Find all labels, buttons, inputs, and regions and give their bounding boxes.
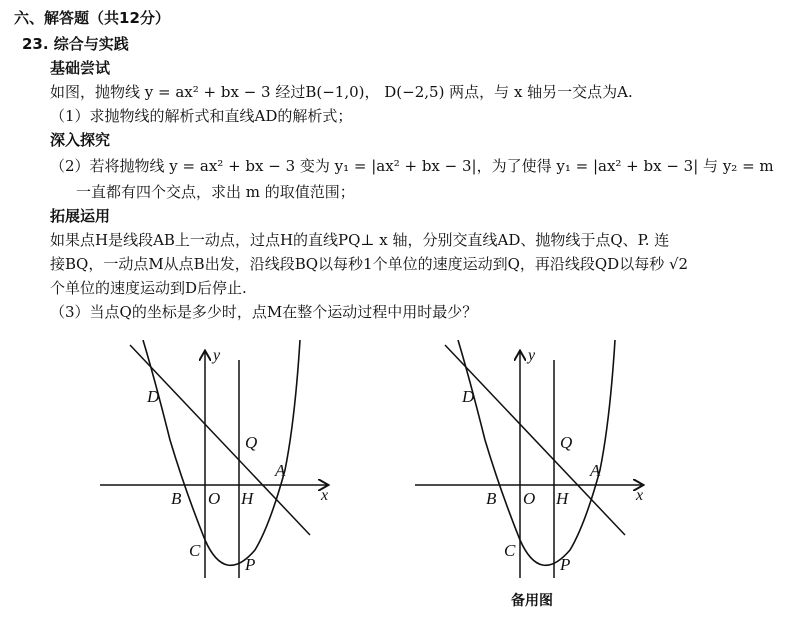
label-a: A xyxy=(590,461,601,480)
part1-intro: 如图，抛物线 y = ax² + bx − 3 经过B(−1,0)， D(−2,5) 两点，与 x 轴另一交点为A. xyxy=(50,83,633,101)
label-c: C xyxy=(189,541,201,560)
label-o: O xyxy=(208,489,221,508)
label-x: x xyxy=(636,487,644,504)
label-q: Q xyxy=(560,433,573,452)
parabola-curve xyxy=(143,340,300,565)
part3-line3: 个单位的速度运动到D后停止. xyxy=(50,279,247,297)
question-3: （3）当点Q的坐标是多少时，点M在整个运动过程中用时最少？ xyxy=(50,303,478,321)
question-1: （1）求抛物线的解析式和直线AD的解析式； xyxy=(50,107,353,125)
figure-main xyxy=(95,340,340,585)
section-heading: 六、解答题（共12分） xyxy=(14,9,170,27)
label-c: C xyxy=(504,541,516,560)
label-h: H xyxy=(241,489,254,508)
part2-heading: 深入探究 xyxy=(50,131,111,149)
label-p: P xyxy=(245,555,256,574)
label-p: P xyxy=(560,555,571,574)
label-h: H xyxy=(556,489,569,508)
question-2-line2: 一直都有四个交点，求出 m 的取值范围； xyxy=(76,183,355,201)
label-x: x xyxy=(321,487,329,504)
label-a: A xyxy=(275,461,286,480)
label-q: Q xyxy=(245,433,258,452)
label-b: B xyxy=(171,489,182,508)
figure-backup xyxy=(410,340,655,585)
part3-heading: 拓展运用 xyxy=(50,207,111,225)
part3-line1: 如果点H是线段AB上一动点，过点H的直线PQ⊥ x 轴，分别交直线AD、抛物线于点Q、P. 连 xyxy=(50,231,670,249)
label-d: D xyxy=(147,387,160,406)
figure-caption: 备用图 xyxy=(511,593,553,609)
problem-title: 23. 综合与实践 xyxy=(22,35,129,53)
parabola-curve xyxy=(458,340,615,565)
part1-heading: 基础尝试 xyxy=(50,59,111,77)
label-b: B xyxy=(486,489,497,508)
label-y: y xyxy=(213,347,221,364)
part3-line2: 接BQ，一动点M从点B出发，沿线段BQ以每秒1个单位的速度运动到Q，再沿线段QD以每秒 √2 xyxy=(50,255,689,273)
label-o: O xyxy=(523,489,536,508)
label-y: y xyxy=(528,347,536,364)
label-d: D xyxy=(462,387,475,406)
question-2-line1: （2）若将抛物线 y = ax² + bx − 3 变为 y₁ = |ax² + bx − 3|，为了使得 y₁ = |ax² + bx − 3| 与 y₂ = m xyxy=(50,157,774,175)
